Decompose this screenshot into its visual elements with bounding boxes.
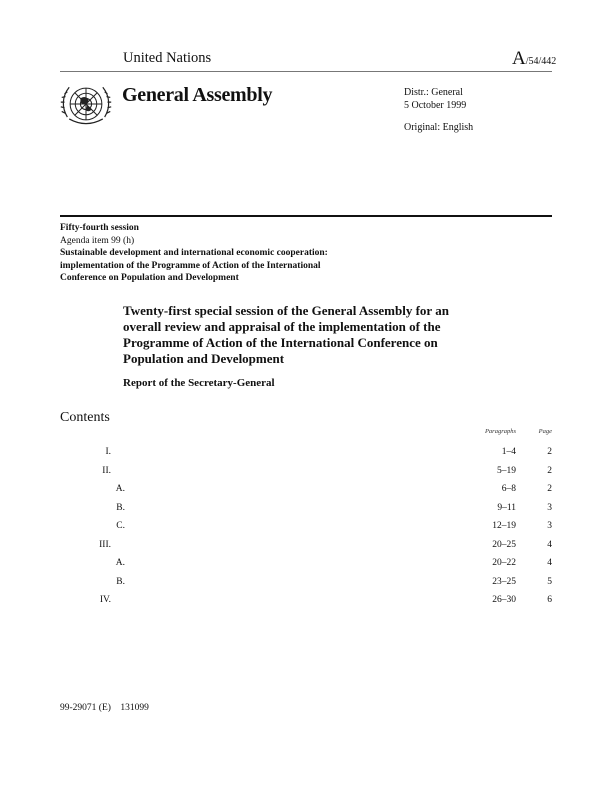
toc-row bbox=[60, 447, 552, 461]
session-rule bbox=[60, 215, 552, 217]
toc-page: 4 bbox=[547, 558, 552, 568]
session-block bbox=[60, 222, 328, 285]
toc-row bbox=[60, 503, 552, 517]
document-subtitle: Report of the Secretary-General bbox=[123, 377, 275, 389]
toc-number: I. bbox=[105, 447, 111, 457]
contents-heading: Contents bbox=[60, 410, 110, 425]
toc-page: 6 bbox=[547, 595, 552, 605]
document-symbol bbox=[512, 48, 556, 70]
symbol-sub: /54/442 bbox=[525, 56, 557, 67]
agenda-item: Agenda item 99 (h) bbox=[60, 235, 135, 246]
toc-page: 2 bbox=[547, 484, 552, 494]
toc-page: 2 bbox=[547, 465, 552, 476]
toc-row bbox=[60, 540, 552, 554]
toc-page: 4 bbox=[547, 539, 552, 550]
date-code: 131099 bbox=[120, 703, 149, 713]
organization-name: United Nations bbox=[123, 50, 212, 66]
toc-paragraphs: 1–4 bbox=[501, 447, 516, 457]
toc-number: B. bbox=[116, 576, 125, 587]
toc-number: C. bbox=[116, 521, 125, 531]
toc-number: A. bbox=[115, 484, 125, 494]
un-emblem-icon bbox=[58, 76, 114, 132]
toc-paragraphs: 9–11 bbox=[497, 502, 516, 513]
toc-page: 3 bbox=[547, 521, 552, 531]
toc-row bbox=[60, 521, 552, 535]
toc-paragraphs: 26–30 bbox=[492, 595, 516, 605]
toc-number: II. bbox=[102, 465, 111, 476]
session-label: Fifty-fourth session bbox=[60, 223, 139, 233]
symbol-main: A bbox=[512, 48, 526, 69]
toc-row bbox=[60, 595, 552, 609]
toc-number: A. bbox=[115, 558, 125, 568]
paragraphs-column-header: Paragraphs bbox=[484, 428, 516, 435]
toc-page: 2 bbox=[547, 447, 552, 457]
document-date: 5 October 1999 bbox=[404, 100, 467, 111]
agenda-title-line-3: Conference on Population and Development bbox=[60, 273, 239, 283]
toc-number: B. bbox=[116, 502, 125, 513]
distribution-info bbox=[404, 86, 466, 112]
toc-row bbox=[60, 577, 552, 591]
toc-paragraphs: 5–19 bbox=[497, 465, 516, 476]
toc-page: 5 bbox=[547, 576, 552, 587]
distribution-label: Distr.: General bbox=[404, 87, 463, 98]
original-language: Original: English bbox=[404, 122, 474, 133]
body-name: General Assembly bbox=[122, 84, 273, 106]
agenda-title-line-2: implementation of the Programme of Action of the International bbox=[60, 260, 321, 271]
document-title: Twenty-first special session of the General Assembly for an overall review and appraisal of the implementation of the Programme of Action of the International Conference on Population and Development bbox=[123, 303, 449, 366]
header-rule bbox=[60, 71, 552, 72]
toc-row bbox=[60, 558, 552, 572]
toc-row bbox=[60, 466, 552, 480]
toc-paragraphs: 6–8 bbox=[501, 484, 516, 494]
page-column-header: Page bbox=[538, 428, 552, 435]
footer bbox=[60, 703, 149, 713]
toc-number: IV. bbox=[99, 595, 111, 605]
toc-page: 3 bbox=[547, 502, 552, 513]
job-number: 99-29071 (E) bbox=[60, 703, 111, 713]
agenda-title-line-1: Sustainable development and international economic cooperation: bbox=[60, 248, 328, 258]
toc-number: III. bbox=[99, 539, 111, 550]
toc-paragraphs: 20–22 bbox=[492, 558, 516, 568]
toc-paragraphs: 23–25 bbox=[492, 576, 516, 587]
toc-paragraphs: 20–25 bbox=[492, 539, 516, 550]
toc-row bbox=[60, 484, 552, 498]
toc-paragraphs: 12–19 bbox=[492, 521, 516, 531]
